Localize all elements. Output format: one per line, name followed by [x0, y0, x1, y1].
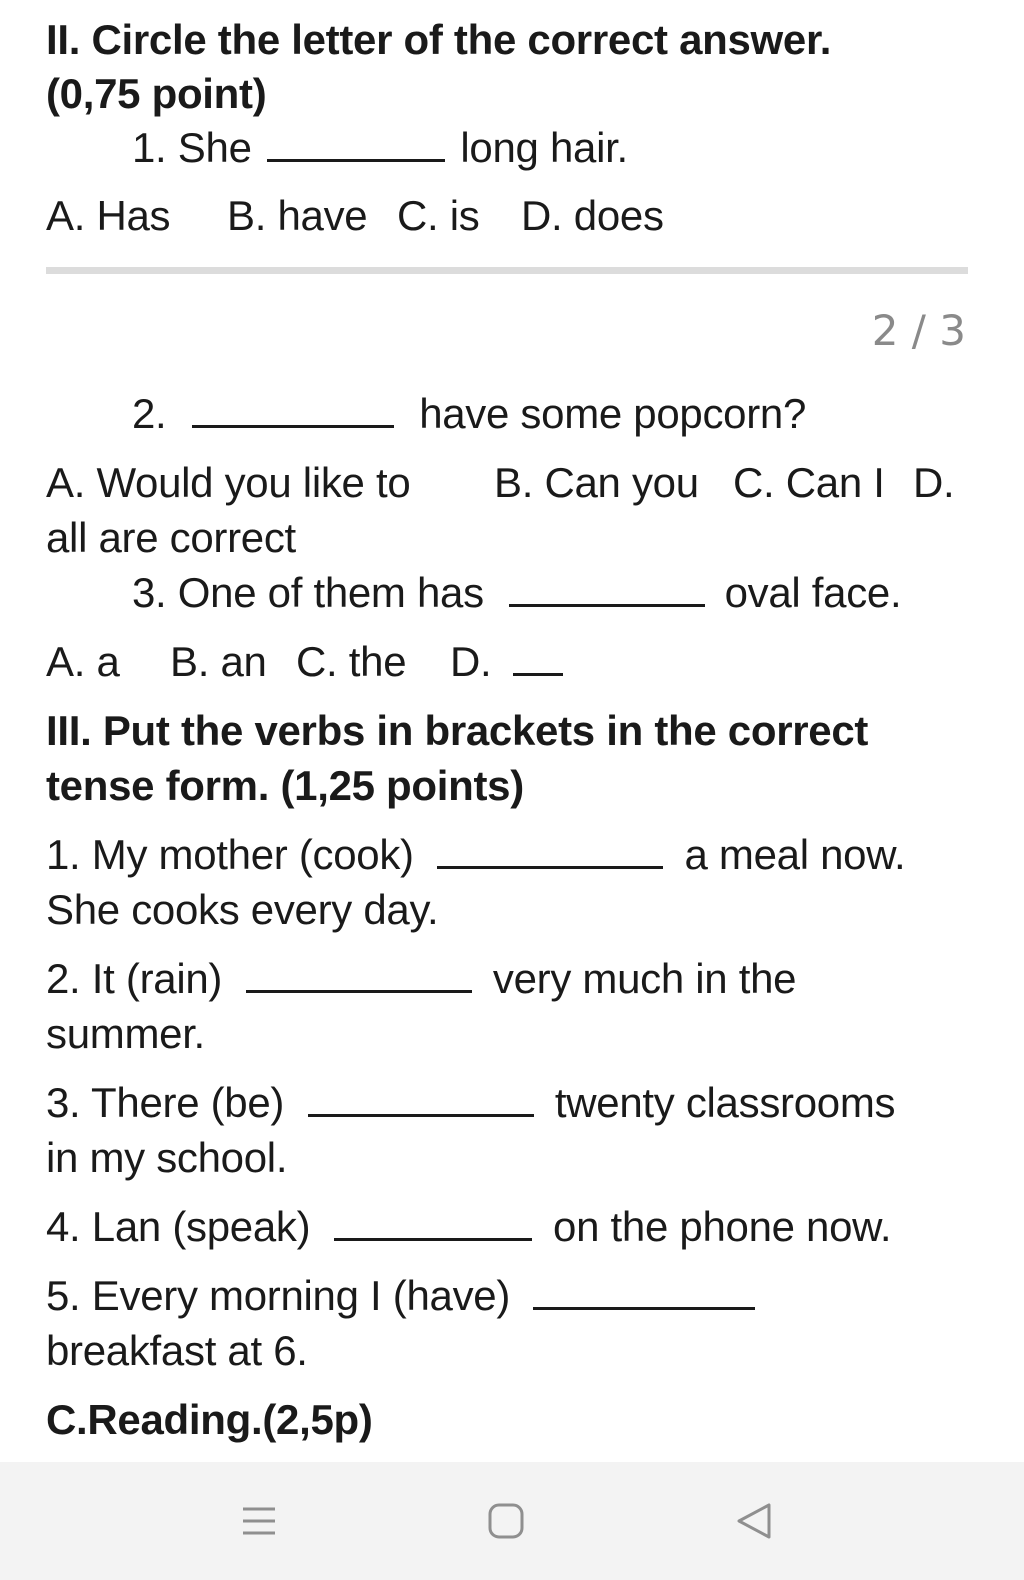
question-1 — [132, 120, 628, 176]
option-d: D. — [913, 459, 955, 506]
answer-blank — [308, 1078, 534, 1117]
verb-item-1-text: a meal now. — [684, 831, 906, 878]
option-c: C. is — [397, 192, 480, 239]
question-2-options — [46, 455, 954, 511]
verb-item-1-prompt: 1. My mother (cook) — [46, 831, 414, 878]
verb-item-4 — [46, 1199, 891, 1255]
back-triangle-icon — [719, 1486, 789, 1556]
verb-item-3-line2: in my school. — [46, 1134, 288, 1181]
answer-blank — [513, 637, 563, 676]
question-1-text-end: long hair. — [460, 124, 628, 171]
option-d: D. — [450, 638, 492, 685]
option-c: C. the — [296, 638, 407, 685]
recent-apps-button[interactable] — [223, 1486, 293, 1556]
verb-item-4-prompt: 4. Lan (speak) — [46, 1203, 311, 1250]
option-b: B. have — [227, 192, 368, 239]
verb-item-2-prompt: 2. It (rain) — [46, 955, 223, 1002]
question-2-text: have some popcorn? — [419, 390, 807, 437]
option-c: C. Can I — [733, 459, 885, 506]
answer-blank — [334, 1202, 532, 1241]
section-3-heading-line1: III. Put the verbs in brackets in the correct — [46, 707, 869, 754]
answer-blank — [192, 389, 394, 428]
verb-item-5-prompt: 5. Every morning I (have) — [46, 1272, 511, 1319]
option-b: B. Can you — [494, 459, 699, 506]
option-d-continued: all are correct — [46, 514, 296, 561]
verb-item-2-text: very much in the — [492, 955, 797, 1002]
question-1-text: 1. She — [132, 124, 252, 171]
option-a: A. Would you like to — [46, 459, 411, 506]
verb-item-5-line2: breakfast at 6. — [46, 1327, 308, 1374]
verb-item-3-prompt: 3. There (be) — [46, 1079, 285, 1126]
verb-item-2-line2: summer. — [46, 1010, 205, 1057]
question-3-options — [46, 634, 567, 690]
question-3-text-end: oval face. — [724, 569, 902, 616]
question-3-text: 3. One of them has — [132, 569, 484, 616]
verb-item-3-text: twenty classrooms — [554, 1079, 896, 1126]
verb-item-5 — [46, 1268, 759, 1324]
home-button[interactable] — [471, 1486, 541, 1556]
verb-item-4-text: on the phone now. — [553, 1203, 892, 1250]
home-square-icon — [471, 1486, 541, 1556]
system-navigation-bar — [0, 1462, 1024, 1580]
question-3 — [132, 565, 901, 621]
option-a: A. a — [46, 638, 120, 685]
verb-item-2 — [46, 951, 796, 1007]
verb-item-3 — [46, 1075, 895, 1131]
question-2 — [132, 386, 806, 442]
section-2-heading-line2: (0,75 point) — [46, 70, 267, 117]
option-d: D. does — [521, 192, 664, 239]
verb-item-1 — [46, 827, 905, 883]
answer-blank — [437, 830, 663, 869]
section-c-heading: C.Reading.(2,5p) — [46, 1396, 373, 1443]
section-3-heading-line2: tense form. (1,25 points) — [46, 762, 524, 809]
back-button[interactable] — [719, 1486, 789, 1556]
menu-lines-icon — [223, 1486, 293, 1556]
verb-item-1-line2: She cooks every day. — [46, 886, 439, 933]
answer-blank — [509, 568, 705, 607]
option-b: B. an — [170, 638, 267, 685]
page-divider — [46, 267, 968, 274]
question-2-number: 2. — [132, 390, 167, 437]
answer-blank — [246, 954, 472, 993]
option-a: A. Has — [46, 192, 171, 239]
question-1-options — [46, 188, 664, 244]
answer-blank — [267, 123, 445, 162]
section-2-heading-line1: II. Circle the letter of the correct answer. — [46, 16, 832, 63]
page-indicator: 2 / 3 — [871, 306, 966, 355]
answer-blank — [533, 1271, 755, 1310]
